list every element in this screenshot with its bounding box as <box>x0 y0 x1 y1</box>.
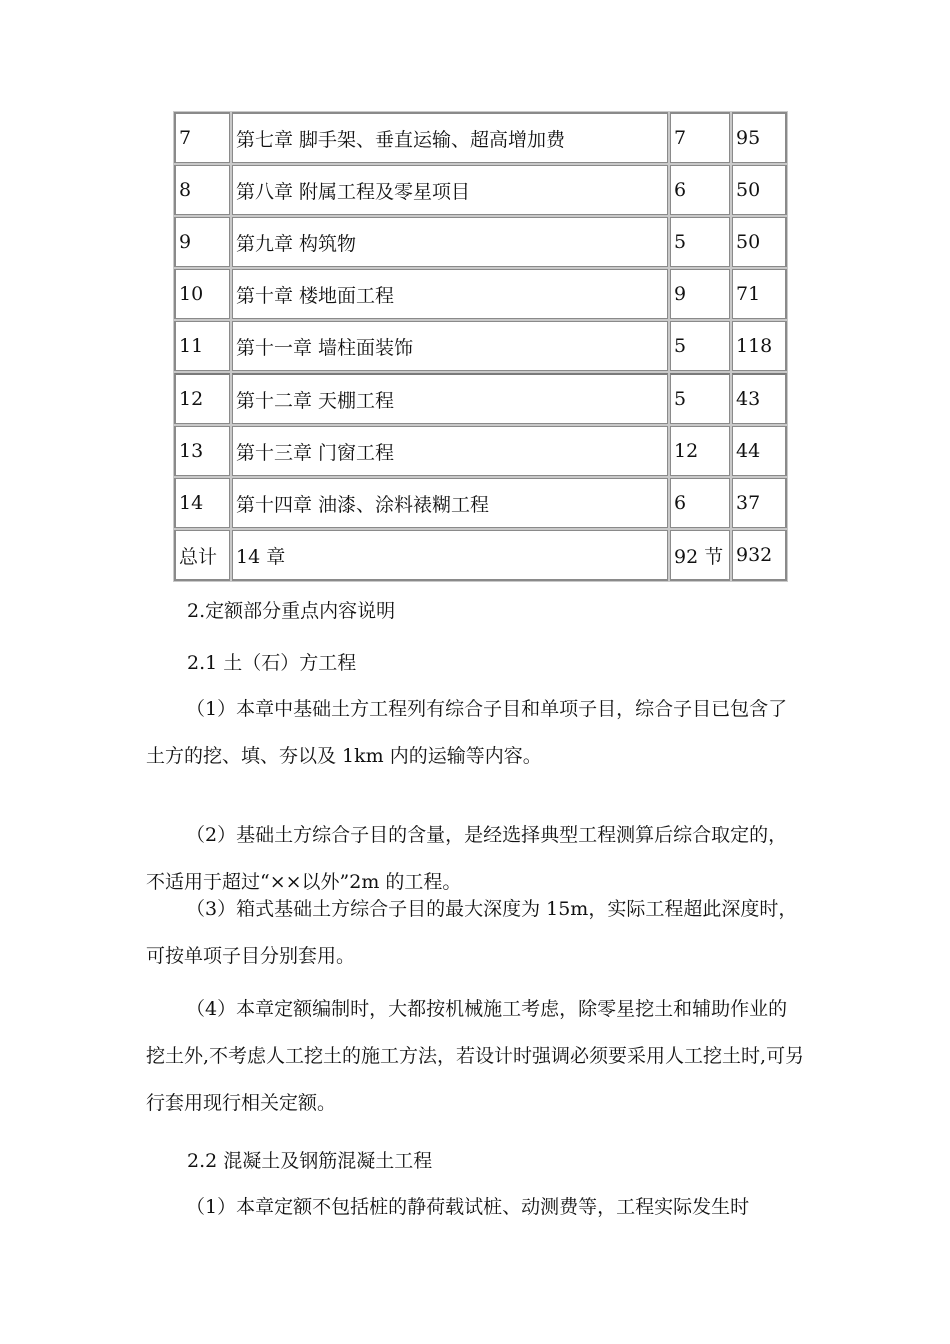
table-cell-sections: 5 <box>669 320 731 372</box>
table-cell-no: 12 <box>174 372 231 425</box>
table-cell-chapter: 第七章 脚手架、垂直运输、超高增加费 <box>231 112 669 164</box>
table-cell-no: 11 <box>174 320 231 372</box>
table-row <box>174 477 787 529</box>
table-cell-no: 7 <box>174 112 231 164</box>
subsection-heading: 2.1 土（石）方工程 <box>187 652 357 674</box>
table-row <box>174 372 787 425</box>
table-row <box>174 320 787 372</box>
table-row <box>174 425 787 477</box>
table-cell-sections: 9 <box>669 268 731 320</box>
table-cell-items: 95 <box>731 112 787 164</box>
table-cell-sections: 6 <box>669 477 731 529</box>
paragraph: （4）本章定额编制时，大都按机械施工考虑，除零星挖土和辅助作业的挖土外,不考虑人工挖土的施工方法，若设计时强调必须要采用人工挖土时,可另行套用现行相关定额。 <box>146 998 805 1114</box>
table-row <box>174 164 787 216</box>
paragraph: （1）本章定额不包括桩的静荷载试桩、动测费等，工程实际发生时 <box>186 1196 750 1218</box>
table-row <box>174 268 787 320</box>
table-cell-sections: 7 <box>669 112 731 164</box>
table-cell-sections: 12 <box>669 425 731 477</box>
table-cell-sections: 6 <box>669 164 731 216</box>
table-cell-items: 50 <box>731 164 787 216</box>
chapter-table <box>174 112 787 581</box>
table-cell-items: 118 <box>731 320 787 372</box>
table-cell-chapter: 第八章 附属工程及零星项目 <box>231 164 669 216</box>
table-cell-no: 总计 <box>174 529 231 581</box>
table-cell-chapter: 第十四章 油漆、涂料裱糊工程 <box>231 477 669 529</box>
table-cell-no: 14 <box>174 477 231 529</box>
table-cell-sections: 5 <box>669 216 731 268</box>
table-cell-chapter: 第十二章 天棚工程 <box>231 372 669 425</box>
table-row-total <box>174 529 787 581</box>
table-cell-items: 50 <box>731 216 787 268</box>
table-cell-items: 37 <box>731 477 787 529</box>
table-cell-items: 44 <box>731 425 787 477</box>
section-heading: 2.定额部分重点内容说明 <box>187 600 396 622</box>
table-cell-no: 13 <box>174 425 231 477</box>
table-cell-chapter: 第十章 楼地面工程 <box>231 268 669 320</box>
table-cell-no: 10 <box>174 268 231 320</box>
table-cell-items: 932 <box>731 529 787 581</box>
table-cell-no: 9 <box>174 216 231 268</box>
paragraph: （2）基础土方综合子目的含量，是经选择典型工程测算后综合取定的，不适用于超过“××以外”2m 的工程。 <box>146 824 788 893</box>
table-cell-items: 71 <box>731 268 787 320</box>
subsection-heading: 2.2 混凝土及钢筋混凝土工程 <box>187 1150 433 1172</box>
table-cell-chapter: 第九章 构筑物 <box>231 216 669 268</box>
paragraph: （3）箱式基础土方综合子目的最大深度为 15m，实际工程超此深度时，可按单项子目分别套用。 <box>146 898 798 967</box>
table-cell-sections: 5 <box>669 372 731 425</box>
table-cell-no: 8 <box>174 164 231 216</box>
paragraph: （1）本章中基础土方工程列有综合子目和单项子目，综合子目已包含了土方的挖、填、夯以及 1km 内的运输等内容。 <box>146 698 788 767</box>
table-row <box>174 216 787 268</box>
table-cell-items: 43 <box>731 372 787 425</box>
table-row <box>174 112 787 164</box>
table-cell-chapter: 14 章 <box>231 529 669 581</box>
table-cell-sections: 92 节 <box>669 529 731 581</box>
table-cell-chapter: 第十三章 门窗工程 <box>231 425 669 477</box>
table-cell-chapter: 第十一章 墙柱面装饰 <box>231 320 669 372</box>
